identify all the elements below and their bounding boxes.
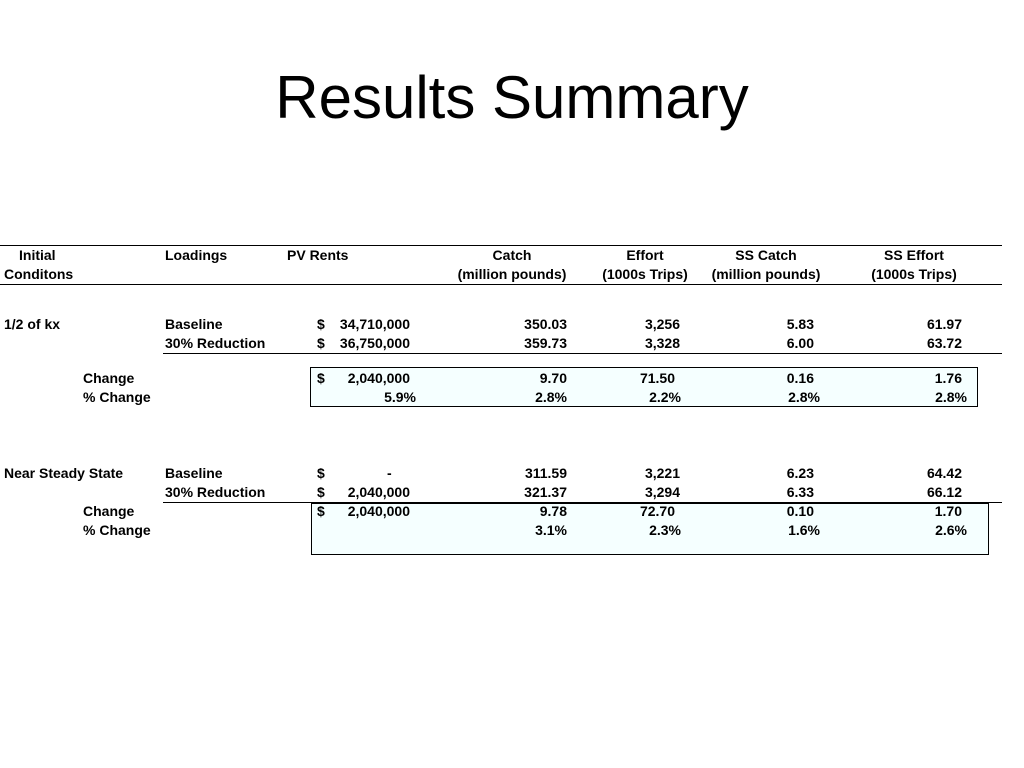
header-initial-line2: Conditons — [4, 266, 74, 282]
table-row-effort: 3,221 — [644, 465, 680, 481]
table-row-ss-catch: 5.83 — [786, 316, 814, 332]
header-effort: Effort — [626, 247, 664, 263]
table-row-loading: Baseline — [165, 316, 223, 332]
table-row-ss-effort: 64.42 — [926, 465, 962, 481]
table-row-effort: 3,328 — [644, 335, 680, 351]
header-top-rule — [0, 245, 1002, 246]
pct-change-catch: 2.8% — [535, 389, 567, 405]
page-title: Results Summary — [275, 64, 749, 131]
change-catch: 9.78 — [539, 503, 567, 519]
header-effort-unit: (1000s Trips) — [602, 266, 688, 282]
table-row-ss-catch: 6.00 — [786, 335, 814, 351]
change-pv-dollar: $ — [317, 370, 325, 386]
change-effort: 71.50 — [639, 370, 675, 386]
change-label: Change — [83, 370, 135, 386]
header-pv-rents: PV Rents — [287, 247, 349, 263]
pct-change-ss-catch: 1.6% — [788, 522, 820, 538]
table-row-catch: 350.03 — [524, 316, 567, 332]
table-row-pv-dollar: $ — [317, 316, 325, 332]
header-catch-unit: (million pounds) — [457, 266, 567, 282]
table-row-loading: 30% Reduction — [165, 484, 266, 500]
table-row-pv-value: - — [387, 465, 392, 481]
change-effort: 72.70 — [639, 503, 675, 519]
table-row-ss-effort: 63.72 — [926, 335, 962, 351]
header-ss-catch: SS Catch — [735, 247, 797, 263]
header-initial-line1: Initial — [19, 247, 56, 263]
header-catch: Catch — [492, 247, 532, 263]
table-row-catch: 311.59 — [524, 465, 567, 481]
header-ss-effort-unit: (1000s Trips) — [871, 266, 957, 282]
change-ss-catch: 0.10 — [786, 503, 814, 519]
table-row-pv-value: 2,040,000 — [347, 484, 410, 500]
change-ss-catch: 0.16 — [786, 370, 814, 386]
table-row-catch: 359.73 — [524, 335, 567, 351]
table-row-loading: Baseline — [165, 465, 223, 481]
change-pv-value: 2,040,000 — [347, 503, 410, 519]
pct-change-pv-value: 5.9% — [384, 389, 416, 405]
change-catch: 9.70 — [539, 370, 567, 386]
pct-change-ss-effort: 2.6% — [935, 522, 967, 538]
change-ss-effort: 1.76 — [934, 370, 962, 386]
pct-change-ss-catch: 2.8% — [788, 389, 820, 405]
pct-change-label: % Change — [83, 522, 151, 538]
change-label: Change — [83, 503, 135, 519]
table-row-ss-catch: 6.23 — [786, 465, 814, 481]
section1-rule — [163, 353, 1002, 354]
pct-change-label: % Change — [83, 389, 151, 405]
table-row-ss-effort: 66.12 — [926, 484, 962, 500]
section2-condition: Near Steady State — [4, 465, 124, 481]
table-row-ss-catch: 6.33 — [786, 484, 814, 500]
table-row-pv-value: 36,750,000 — [339, 335, 410, 351]
change-ss-effort: 1.70 — [934, 503, 962, 519]
table-row-ss-effort: 61.97 — [926, 316, 962, 332]
table-row-effort: 3,256 — [644, 316, 680, 332]
table-row-effort: 3,294 — [644, 484, 680, 500]
table-row-catch: 321.37 — [524, 484, 567, 500]
pct-change-ss-effort: 2.8% — [935, 389, 967, 405]
table-row-pv-dollar: $ — [317, 484, 325, 500]
header-ss-catch-unit: (million pounds) — [711, 266, 821, 282]
header-ss-effort: SS Effort — [884, 247, 944, 263]
section1-condition: 1/2 of kx — [4, 316, 61, 332]
pct-change-effort: 2.2% — [649, 389, 681, 405]
table-row-pv-value: 34,710,000 — [339, 316, 410, 332]
header-loadings: Loadings — [165, 247, 228, 263]
table-row-pv-dollar: $ — [317, 465, 325, 481]
pct-change-catch: 3.1% — [535, 522, 567, 538]
table-row-pv-dollar: $ — [317, 335, 325, 351]
table-row-loading: 30% Reduction — [165, 335, 266, 351]
pct-change-effort: 2.3% — [649, 522, 681, 538]
change-pv-dollar: $ — [317, 503, 325, 519]
change-pv-value: 2,040,000 — [347, 370, 410, 386]
header-bottom-rule — [0, 284, 1002, 285]
